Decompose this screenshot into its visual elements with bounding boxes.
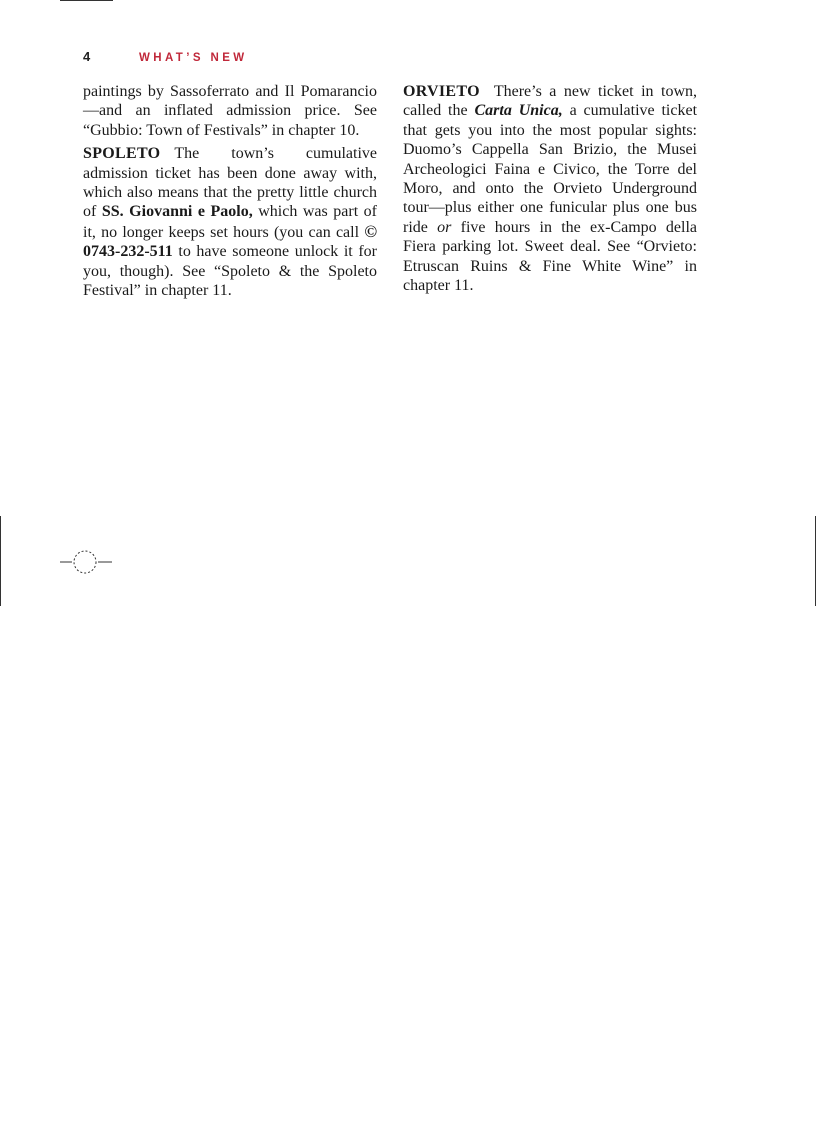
section-title: WHAT’S NEW (139, 52, 248, 64)
crop-mark-top (60, 0, 113, 1)
paragraph-gubbio-continued (83, 82, 377, 140)
left-column (83, 82, 377, 304)
paragraph-text: five hours in the ex-Campo della Fiera parking lot. Sweet deal. See “Orvieto: Etruscan Ruins & Fine White Wine” in chapter 11. (403, 218, 698, 295)
church-name: SS. Giovanni e Paolo, (101, 203, 253, 221)
crop-mark-left (0, 516, 1, 606)
right-column (403, 82, 697, 299)
paragraph-text: a cumulative ticket that gets you into the most popular sights: Duomo’s Cappella San Brizio, the Musei Archeologici Faina e Civico, the Torre del Moro, and onto the Orvieto Underground tour—plus either one funicular plus one bus ride (403, 102, 698, 236)
page-number: 4 (83, 49, 91, 64)
paragraph-text: The town’s cumulative admission ticket has been done away with, which also means that the pretty little church of (83, 145, 377, 221)
running-head (83, 49, 248, 67)
paragraph-orvieto (403, 82, 697, 295)
entry-heading-spoleto: SPOLETO (83, 145, 161, 163)
ticket-name: Carta Unica, (474, 102, 563, 120)
registration-mark-icon (58, 548, 114, 576)
entry-heading-orvieto: ORVIETO (403, 83, 480, 100)
phone-number: 0743-232-511 (83, 243, 173, 261)
paragraph-text: There’s a new ticket in town, called the (403, 83, 697, 120)
paragraph-text: to have someone unlock it for you, though). See “Spoleto & the Spoleto Festival” in chapter 11. (83, 243, 378, 300)
paragraph-text: paintings by Sassoferrato and Il Pomarancio—and an inflated admission price. See “Gubbio: Town of Festivals” in chapter 10. (83, 83, 377, 139)
paragraph-spoleto (83, 144, 377, 300)
emphasis-or: or (437, 218, 452, 236)
paragraph-text: which was part of it, no longer keeps set hours (you can call (83, 203, 378, 241)
phone-icon: © (364, 221, 378, 241)
